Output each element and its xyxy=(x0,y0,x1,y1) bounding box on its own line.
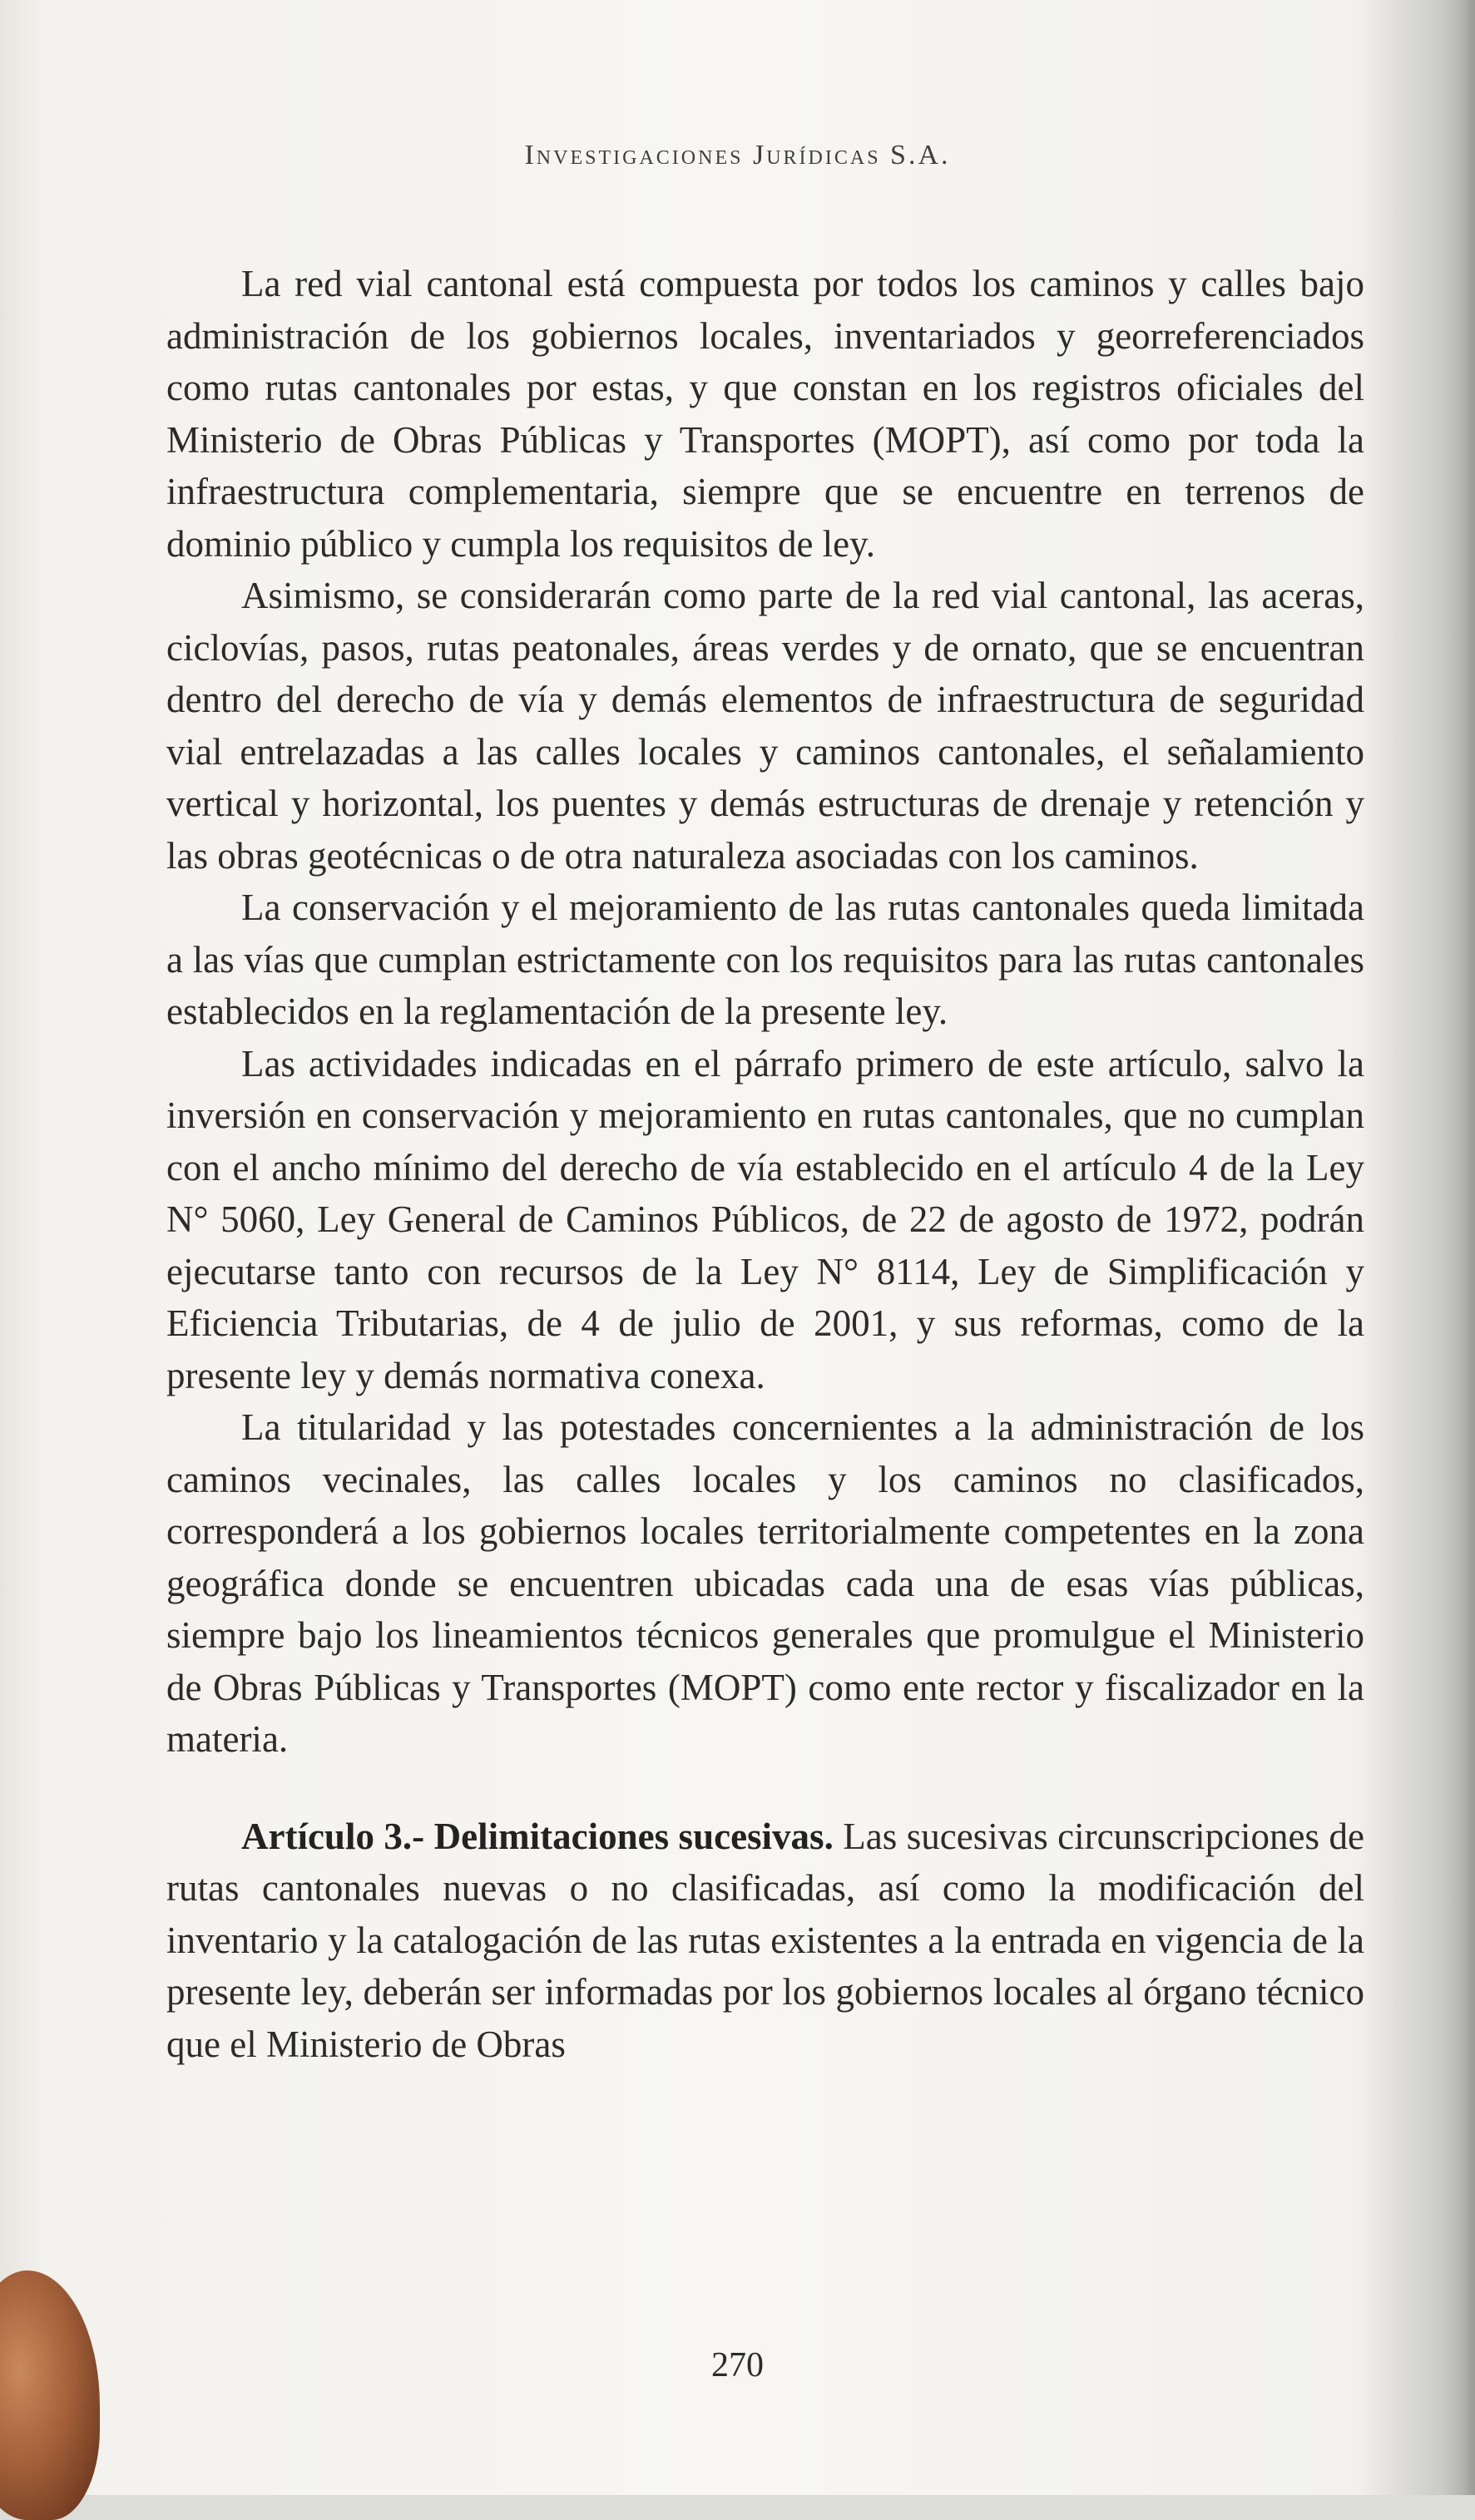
paragraph-5: La titularidad y las potestades concernientes a la administración de los caminos vecinales, las calles locales y los caminos no clasificados, corresponderá a los gobiernos locales territorialmente competentes en la zona geográfica donde se encuentren ubicadas cada una de esas vías públicas, siempre bajo los lineamientos técnicos generales que promulgue el Ministerio de Obras Públicas y Transportes (MOPT) como ente rector y fiscalizador en la materia. xyxy=(166,1406,1364,1760)
running-header: Investigaciones Jurídicas S.A. xyxy=(524,140,951,170)
paragraph-2: Asimismo, se considerarán como parte de la red vial cantonal, las aceras, ciclovías, pasos, rutas peatonales, áreas verdes y de ornato, que se encuentran dentro del derecho de vía y demás elementos de infraestructura de seguridad vial entrelazadas a las calles locales y caminos cantonales, el señalamiento vertical y horizontal, los puentes y demás estructuras de drenaje y retención y las obras geotécnicas o de otra naturaleza asociadas con los caminos. xyxy=(166,575,1364,877)
article-body: Las sucesivas circunscripciones de rutas cantonales nuevas o no clasificadas, así como la modificación del inventario y la catalogación de las rutas existentes a la entrada en vigencia de la presente ley, deberán ser informadas por los gobiernos locales al órgano técnico que el Ministerio de Obras xyxy=(166,1815,1364,2065)
article-3 xyxy=(166,1811,1364,2071)
body-text xyxy=(166,258,1364,2070)
finger-image xyxy=(0,2270,100,2520)
page-number: 270 xyxy=(711,2346,764,2384)
paragraph-3: La conservación y el mejoramiento de las rutas cantonales queda limitada a las vías que cumplan estrictamente con los requisitos para las rutas cantonales establecidos en la reglamentación de la presente ley. xyxy=(166,887,1364,1032)
paragraph-4: Las actividades indicadas en el párrafo primero de este artículo, salvo la inversión en conservación y mejoramiento en rutas cantonales, que no cumplan con el ancho mínimo del derecho de vía establecido en el artículo 4 de la Ley N° 5060, Ley General de Caminos Públicos, de 22 de agosto de 1972, podrán ejecutarse tanto con recursos de la Ley N° 8114, Ley de Simplificación y Eficiencia Tributarias, de 4 de julio de 2001, y sus reformas, como de la presente ley y demás normativa conexa. xyxy=(166,1042,1364,1396)
paragraph-1: La red vial cantonal está compuesta por todos los caminos y calles bajo administración de los gobiernos locales, inventariados y georreferenciados como rutas cantonales por estas, y que constan en los registros oficiales del Ministerio de Obras Públicas y Transportes (MOPT), así como por toda la infraestructura complementaria, siempre que se encuentre en terrenos de dominio público y cumpla los requisitos de ley. xyxy=(166,263,1364,565)
page-edge-shadow xyxy=(1442,0,1475,2495)
article-heading: Artículo 3.- Delimitaciones sucesivas. xyxy=(241,1815,834,1857)
